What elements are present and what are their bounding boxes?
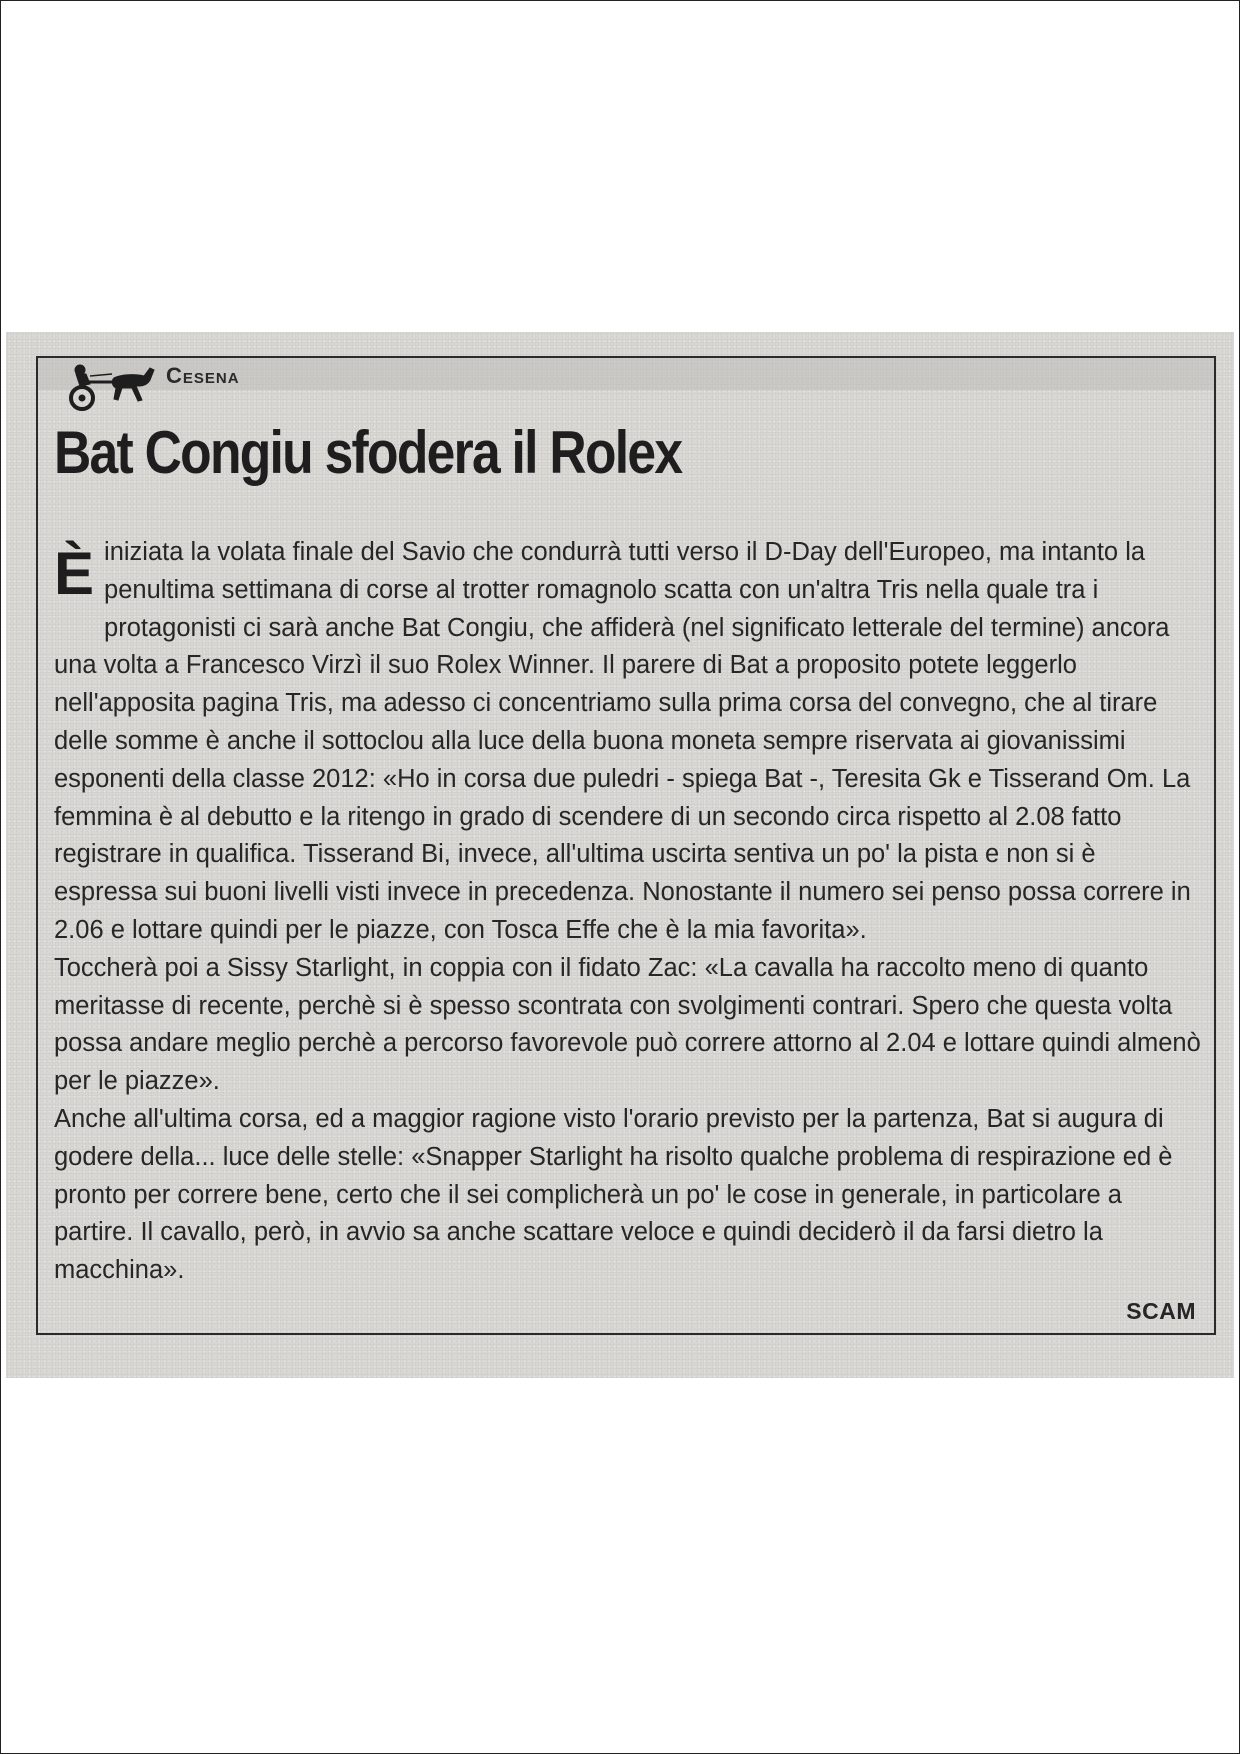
article-paragraph-1	[54, 534, 1204, 950]
section-label: Cesena	[166, 363, 240, 388]
harness-racing-icon	[56, 360, 156, 412]
author-signature: SCAM	[1126, 1298, 1196, 1324]
drop-cap: È	[54, 540, 95, 607]
headline: Bat Congiu sfodera il Rolex	[54, 419, 682, 486]
article-paragraph-2: Toccherà poi a Sissy Starlight, in coppia con il fidato Zac: «La cavalla ha raccolto meno di quanto meritasse di recente, perchè si è spesso scontrata con svolgimenti contrari. Spero che questa volta possa andare meglio perchè a percorso favorevole può correre attorno al 2.04 e lottare quindi almenò per le piazze».	[54, 953, 1201, 1096]
section-header	[38, 358, 1214, 390]
paragraph-text: iniziata la volata finale del Savio che condurrà tutti verso il D-Day dell'Europeo, ma intanto la penultima settimana di corse al trotter romagnolo scatta con un'altra Tris nella quale tra i protagonisti ci sarà anche Bat Congiu, che affiderà (nel significato letterale del termine) ancora una volta a Francesco Virzì il suo Rolex Winner. Il parere di Bat a proposito potete leggerlo nell'apposita pagina Tris, ma adesso ci concentriamo sulla prima corsa del convegno, che al tirare delle somme è anche il sottoclou alla luce della buona moneta sempre riservata ai giovanissimi esponenti della classe 2012: «Ho in corsa due puledri - spiega Bat -, Teresita Gk e Tisserand Om. La femmina è al debutto e la ritengo in grado di scendere di un secondo circa rispetto al 2.08 fatto registrare in qualifica. Tisserand Bi, invece, all'ultima uscirta sentiva un po' la pista e non si è espressa sui buoni livelli visti invece in precedenza. Nonostante il numero sei penso possa correre in 2.06 e lottare quindi per le piazze, con Tosca Effe che è la mia favorita».	[54, 538, 1191, 944]
newspaper-clipping	[6, 332, 1234, 1378]
article-box	[36, 356, 1216, 1335]
article-body	[54, 534, 1204, 1290]
article-paragraph-3: Anche all'ultima corsa, ed a maggior ragione visto l'orario previsto per la partenza, Bat si augura di godere della... luce delle stelle: «Snapper Starlight ha risolto qualche problema di respirazione ed è pronto per correre bene, certo che il sei complicherà un po' le cose in generale, in particolare a partire. Il cavallo, però, in avvio sa anche scattare veloce e quindi deciderò il da farsi dietro la macchina».	[54, 1104, 1173, 1285]
